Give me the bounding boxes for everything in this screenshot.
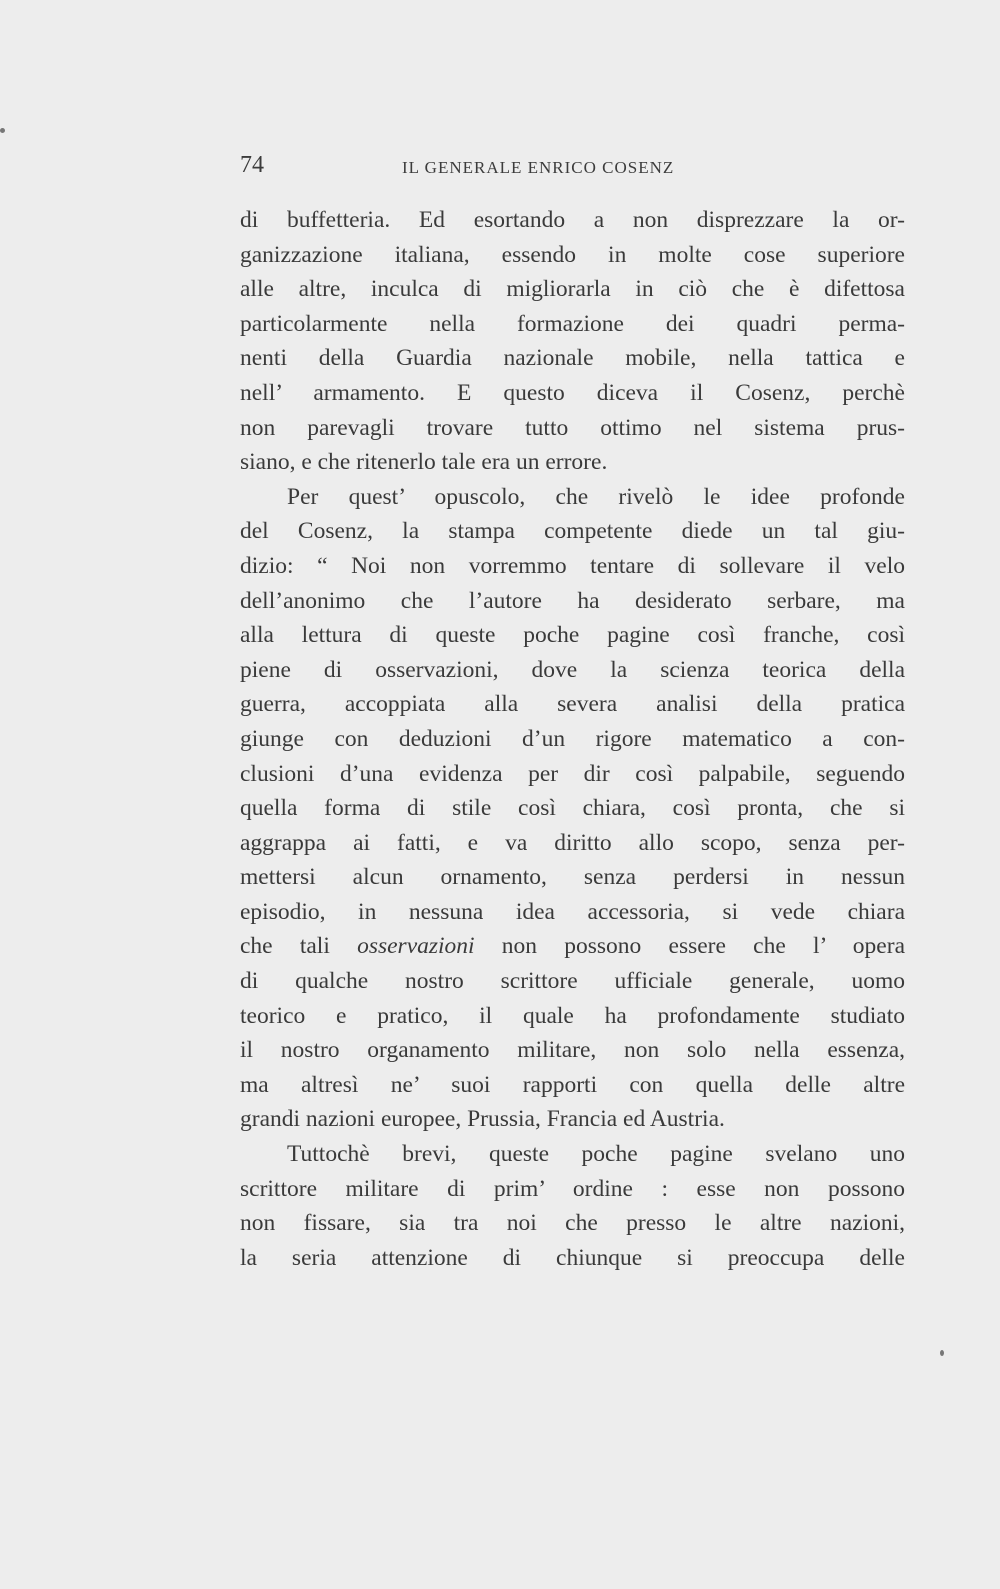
text-segment: che tali: [240, 933, 330, 960]
text-line: clusioni d’una evidenza per dir così palpabile, seguendo: [240, 760, 905, 787]
text-line: del Cosenz, la stampa competente diede un tal giu-: [240, 518, 905, 545]
text-line: nell’ armamento. E questo diceva il Cosenz, perchè: [240, 379, 905, 406]
text-line: siano, e che ritenerlo tale era un errore.: [240, 449, 608, 476]
text-line: di qualche nostro scrittore ufficiale generale, uomo: [240, 968, 905, 995]
page-header: [240, 152, 740, 192]
text-line: ma altresì ne’ suoi rapporti con quella delle altre: [240, 1071, 905, 1098]
running-title: IL GENERALE ENRICO COSENZ: [402, 158, 675, 177]
text-line: piene di osservazioni, dove la scienza teorica della: [240, 656, 905, 683]
text-line: nenti della Guardia nazionale mobile, nella tattica e: [240, 345, 905, 372]
text-line: teorico e pratico, il quale ha profondamente studiato: [240, 1002, 905, 1029]
text-line: particolarmente nella formazione dei quadri perma-: [240, 310, 905, 337]
text-line-with-italic: [240, 929, 905, 964]
text-line: non parevagli trovare tutto ottimo nel sistema prus-: [240, 414, 905, 441]
text-line: mettersi alcun ornamento, senza perdersi in nessun: [240, 864, 905, 891]
text-line: il nostro organamento militare, non solo nella essenza,: [240, 1037, 905, 1064]
paper-speck: [0, 128, 5, 133]
text-line: alla lettura di queste poche pagine così franche, così: [240, 622, 905, 649]
paper-speck: [940, 1350, 944, 1356]
paragraph-first-line: Per quest’ opuscolo, che rivelò le idee profonde: [287, 483, 905, 510]
text-line: non fissare, sia tra noi che presso le altre nazioni,: [240, 1210, 905, 1237]
text-line: la seria attenzione di chiunque si preoccupa delle: [240, 1244, 905, 1271]
text-line: guerra, accoppiata alla severa analisi della pratica: [240, 691, 905, 718]
text-line: giunge con deduzioni d’un rigore matematico a con-: [240, 725, 905, 752]
text-line: di buffetteria. Ed esortando a non disprezzare la or-: [240, 207, 905, 233]
text-line: scrittore militare di prim’ ordine : esse non possono: [240, 1175, 905, 1202]
text-line: episodio, in nessuna idea accessoria, si vede chiara: [240, 898, 905, 925]
paragraph-first-line: Tuttochè brevi, queste poche pagine svelano uno: [287, 1141, 905, 1168]
body-text: [240, 203, 905, 1275]
text-line: quella forma di stile così chiara, così pronta, che si: [240, 795, 905, 822]
italic-term: osservazioni: [357, 933, 475, 960]
text-line: alle altre, inculca di migliorarla in ciò che è difettosa: [240, 276, 905, 303]
text-line: grandi nazioni europee, Prussia, Francia ed Austria.: [240, 1106, 725, 1133]
page-number: 74: [240, 152, 264, 178]
text-line: aggrappa ai fatti, e va diritto allo scopo, senza per-: [240, 829, 905, 856]
text-line: ganizzazione italiana, essendo in molte cose superiore: [240, 241, 905, 268]
text-segment: non possono essere che l’ opera: [501, 933, 905, 960]
text-line: dizio: “ Noi non vorremmo tentare di sollevare il velo: [240, 552, 905, 579]
text-line: dell’anonimo che l’autore ha desiderato serbare, ma: [240, 587, 905, 614]
